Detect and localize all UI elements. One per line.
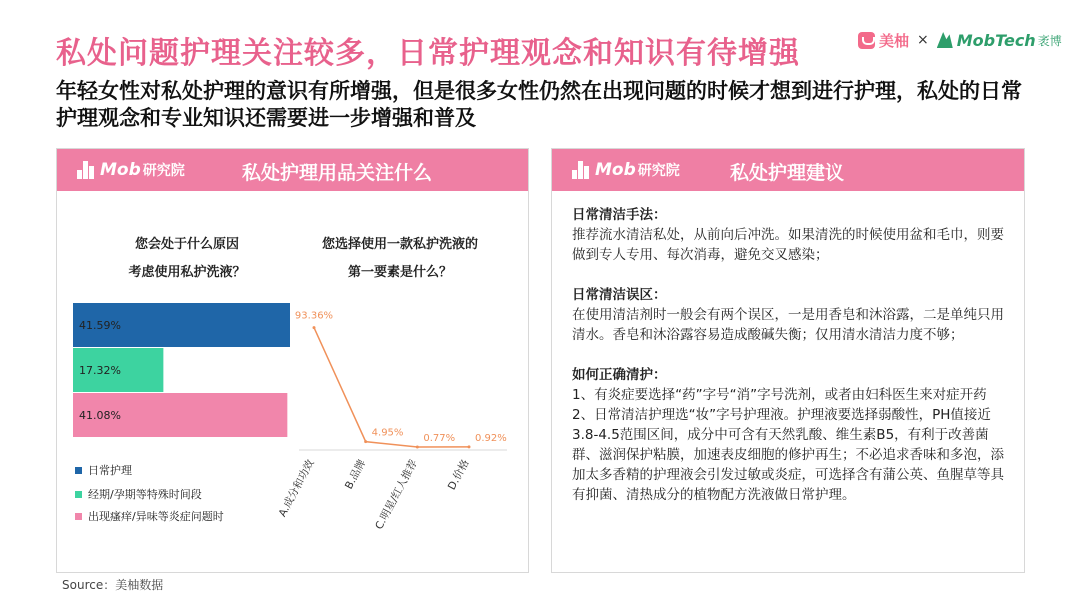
mobtech-logo: MobTech bbox=[956, 30, 1036, 50]
legend-swatch bbox=[75, 513, 82, 520]
legend-item-period bbox=[75, 486, 202, 502]
line-point-2 bbox=[416, 446, 419, 449]
section-item-2: 2、日常清洁护理选“妆”字号护理液。护理液要选择弱酸性，PH值接近3.8-4.5范围区间，成分中可含有天然乳酸、维生素B5，有利于改善菌群、滋润保护粘膜，加速表皮细胞的修护再生；不必追求香味和多泡，添加太多香精的护理液会引发过敏或炎症，可选择含有蒲公英、鱼腥草等具有抑菌、清热成分的植物配方洗液做日常护理。 bbox=[572, 407, 1004, 503]
care-advice-panel bbox=[551, 148, 1025, 573]
meiyou-logo: 美柚 bbox=[879, 31, 910, 50]
bar-label-1: 17.32% bbox=[79, 364, 121, 377]
page-title: 私处问题护理关注较多，日常护理观念和知识有待增强 bbox=[56, 36, 800, 71]
bar-label-0: 41.59% bbox=[79, 319, 121, 332]
line-point-3 bbox=[468, 445, 471, 448]
meiyou-icon bbox=[858, 32, 875, 49]
mob-logo-sub: 研究院 bbox=[637, 163, 680, 179]
line-point-0 bbox=[313, 326, 316, 329]
section-body-misconceptions: 在使用清洁剂时一般会有两个误区，一是用香皂和沐浴露，二是单纯只用清水。香皂和沐浴露容易造成酸碱失衡；仅用清水清洁力度不够； bbox=[572, 307, 1004, 343]
bar-label-2: 41.08% bbox=[79, 409, 121, 422]
times-sign: × bbox=[917, 32, 929, 48]
source-note: Source：美柚数据 bbox=[62, 578, 164, 592]
mob-research-logo bbox=[572, 160, 680, 180]
brand-logos bbox=[858, 28, 1062, 52]
panel-header bbox=[57, 149, 528, 191]
mob-logo-sub: 研究院 bbox=[142, 163, 185, 179]
legend-label: 经期/孕期等特殊时间段 bbox=[88, 488, 202, 501]
section-title-correct-care: 如何正确清护： bbox=[572, 367, 667, 383]
panel-header bbox=[552, 149, 1024, 191]
section-title-cleaning-method: 日常清洁手法： bbox=[572, 207, 667, 223]
mobtech-icon bbox=[937, 32, 953, 48]
question-2-line-2: 第一要素是什么？ bbox=[347, 265, 452, 280]
section-title-misconceptions: 日常清洁误区： bbox=[572, 287, 667, 303]
mob-research-logo bbox=[77, 160, 185, 180]
legend-swatch bbox=[75, 491, 82, 498]
panel-title: 私处护理用品关注什么 bbox=[242, 162, 433, 184]
x-tick-label-3: D.价格 bbox=[445, 457, 472, 493]
line-label-0: 93.36% bbox=[294, 310, 334, 322]
x-tick-label-0: A.成分和功效 bbox=[276, 457, 317, 519]
mob-logo-text: Mob bbox=[100, 160, 141, 180]
page-subtitle: 年轻女性对私处护理的意识有所增强，但是很多女性仍然在出现问题的时候才想到进行护理，私处的日常护理观念和专业知识还需要进一步增强和普及 bbox=[56, 79, 1022, 130]
line-label-2: 0.77% bbox=[423, 433, 456, 445]
panel-title: 私处护理建议 bbox=[730, 162, 845, 184]
mob-logo-text: Mob bbox=[595, 160, 636, 180]
care-products-panel bbox=[56, 148, 529, 573]
x-tick-label-2: C.明星/红人推荐 bbox=[373, 457, 420, 532]
legend-item-inflammation bbox=[75, 508, 224, 524]
question-1-line-2: 考虑使用私护洗液？ bbox=[128, 265, 246, 280]
section-item-1: 1、有炎症要选择“药”字号“消”字号洗剂，或者由妇科医生来对症开药 bbox=[572, 387, 987, 403]
line-label-1: 4.95% bbox=[371, 427, 404, 439]
line-label-3: 0.92% bbox=[475, 432, 507, 444]
legend-item-daily bbox=[75, 462, 132, 478]
legend-label: 出现瘙痒/异味等炎症问题时 bbox=[88, 510, 224, 523]
question-1-line-1: 您会处于什么原因 bbox=[134, 237, 239, 252]
mob-building-icon bbox=[572, 161, 592, 179]
legend-label: 日常护理 bbox=[88, 464, 132, 477]
line-point-1 bbox=[364, 440, 367, 443]
question-2-line-1: 您选择使用一款私护洗液的 bbox=[321, 237, 478, 252]
x-tick-label-1: B.品牌 bbox=[342, 457, 369, 492]
mobtech-cn-logo: 袤博 bbox=[1037, 33, 1062, 48]
advice-text bbox=[572, 205, 1012, 505]
legend-swatch bbox=[75, 467, 82, 474]
section-body-cleaning-method: 推荐流水清洁私处，从前向后冲洗。如果清洗的时候使用盆和毛巾，则要做到专人专用、每次消毒，避免交叉感染； bbox=[572, 227, 1004, 263]
mob-building-icon bbox=[77, 161, 97, 179]
